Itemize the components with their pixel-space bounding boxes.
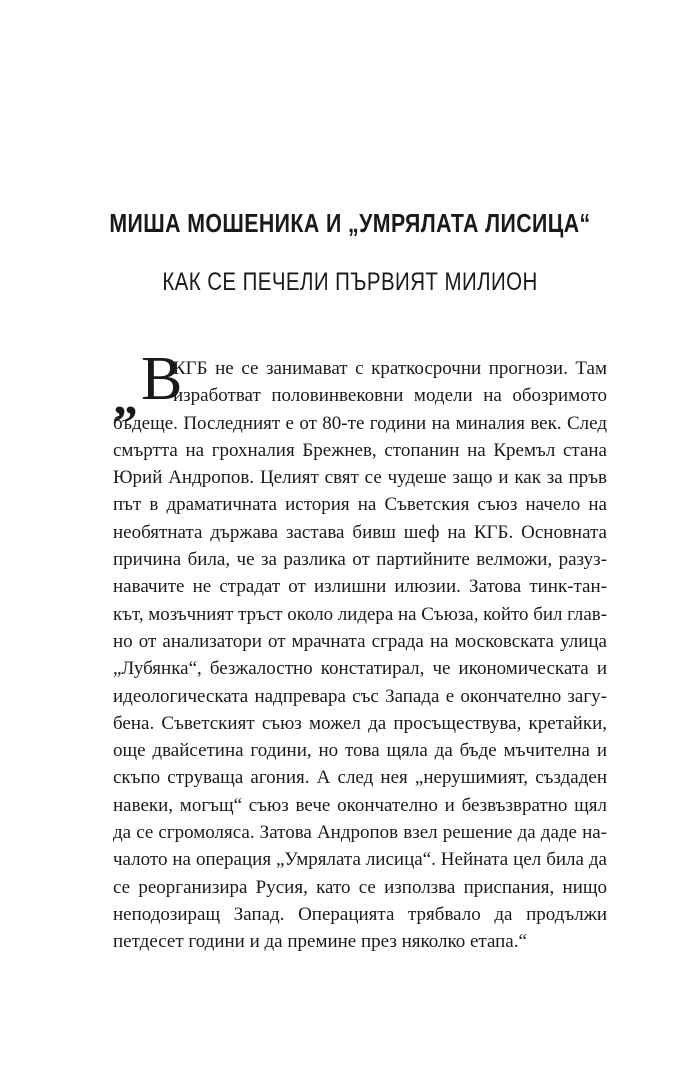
text-line: идеологическата надпревара със Запада е окончателно загу-	[113, 685, 607, 707]
text-line: още двайсетина години, но това щяла да бъде мъчителна и	[113, 740, 607, 762]
opening-quote-mark: „	[113, 369, 138, 425]
text-line: неподозиращ Запад. Операцията трябвало да продължи	[113, 903, 607, 925]
text-line: се реорганизира Русия, като се използва приспания, нищо	[113, 876, 607, 898]
body-paragraph	[113, 355, 607, 956]
text-line: бъдеще. Последният е от 80-те години на миналия век. След	[113, 412, 607, 434]
text-line: причина била, че за разлика от партийните велможи, разуз-	[113, 549, 607, 571]
text-line: бена. Съветският съюз можел да просъществува, кретайки,	[113, 712, 607, 734]
text-line: скъпо струваща агония. А след нея „нерушимият, създаден	[113, 767, 607, 789]
text-line: но от анализатори от мрачната сграда на московската улица	[113, 630, 607, 652]
text-line: „Лубянка“, безжалостно констатирал, че икономическата и	[113, 658, 607, 680]
chapter-title: МИША МОШЕНИКА И „УМРЯЛАТА ЛИСИЦА“	[109, 208, 591, 238]
text-line: Юрий Андропов. Целият свят се чудеше защо и как за пръв	[113, 467, 607, 489]
text-line: чалото на операция „Умрялата лисица“. Нейната цел била да	[113, 849, 607, 871]
text-line: петдесет години и да премине през няколко етапа.“	[113, 931, 527, 953]
text-line: път в драматичната история на Съветския съюз начело на	[113, 494, 607, 516]
text-line: да се сгромоляса. Затова Андропов взел решение да даде на-	[113, 822, 607, 844]
text-line: кът, мозъчният тръст около лидера на Съюза, който бил глав-	[113, 603, 608, 625]
chapter-subtitle: КАК СЕ ПЕЧЕЛИ ПЪРВИЯТ МИЛИОН	[162, 268, 538, 296]
text-line: необятната държава застава бивш шеф на КГБ. Основната	[113, 521, 607, 543]
text-line: навачите не страдат от излишни илюзии. Затова тинк-тан-	[113, 576, 607, 598]
text-line: смъртта на грохналия Брежнев, стопанин на Кремъл стана	[113, 439, 607, 461]
text-line: изработват половинвековни модели на обозримото	[173, 385, 607, 407]
drop-cap-letter: В	[141, 345, 183, 413]
text-line: КГБ не се занимават с краткосрочни прогнози. Там	[173, 358, 607, 379]
text-line: навеки, могъщ“ съюз вече окончателно и безвъзвратно щял	[113, 794, 607, 816]
